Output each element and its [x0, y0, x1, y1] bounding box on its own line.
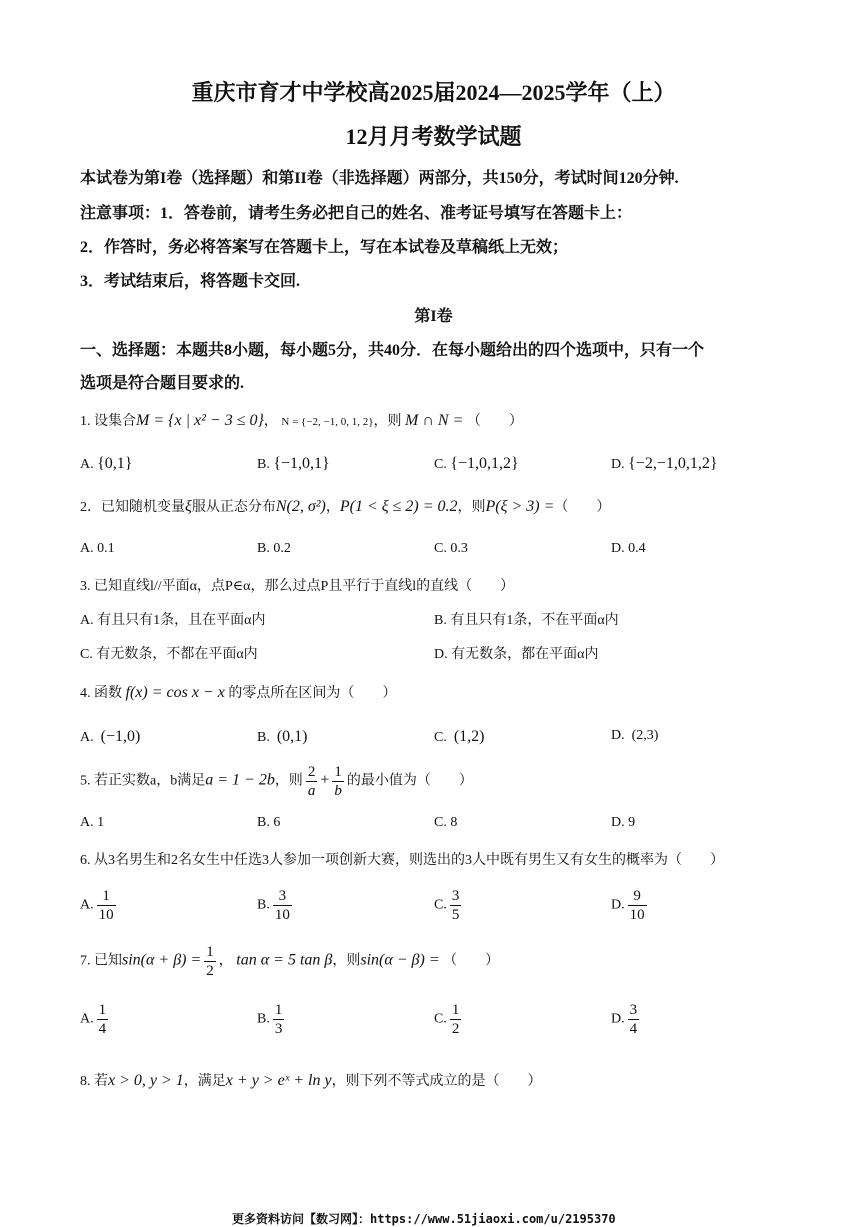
q5-option-c: C. 8	[434, 815, 458, 830]
q5-option-d: D. 9	[611, 815, 636, 830]
question-4: 4. 函数 f(x) = cos x − x 的零点所在区间为（ ）	[80, 684, 397, 701]
q1-paren: （ ）	[466, 414, 523, 429]
q2-option-c: C. 0.3	[434, 541, 468, 556]
section-heading-line-1: 一、选择题：本题共8小题，每小题5分，共40分．在每小题给出的四个选项中，只有一个	[80, 342, 705, 359]
q4-option-d: D. (2,3)	[611, 728, 659, 743]
q1-text-c: ，则	[373, 414, 402, 429]
q1-set-n: N = {−2, −1, 0, 1, 2}	[281, 416, 374, 428]
intro-line-2: 注意事项：1．答卷前，请考生务必把自己的姓名、准考证号填写在答题卡上：	[80, 205, 633, 222]
q5-option-a: A. 1	[80, 815, 105, 830]
q5-fraction-2: $\frac{1}{b}$	[334, 764, 342, 799]
question-2: 2．已知随机变量ξ服从正态分布N(2, σ²)，P(1 < ξ ≤ 2) = 0.2，则P(ξ > 3) =（ ）	[80, 498, 611, 515]
q1-text-b: ，	[263, 414, 278, 429]
q2-option-b: B. 0.2	[257, 541, 291, 556]
q4-option-c: C. (1,2)	[434, 728, 485, 745]
q3-option-c: C. 有无数条，不都在平面α内	[80, 647, 258, 662]
q5-option-b: B. 6	[257, 815, 281, 830]
q6-option-a: A. $\frac{1}{10}$	[80, 888, 114, 923]
q5-fraction-1: $\frac{2}{a}$	[307, 764, 316, 799]
q3-option-a: A. 有且只有1条，且在平面α内	[80, 613, 266, 628]
section-heading-line-2: 选项是符合题目要求的.	[80, 375, 245, 392]
q4-option-b: B. (0,1)	[257, 728, 308, 745]
q4-option-a: A. (−1,0)	[80, 728, 141, 745]
question-3: 3. 已知直线l//平面α，点P∈α，那么过点P且平行于直线l的直线（ ）	[80, 579, 515, 594]
q7-option-b: B. $\frac{1}{3}$	[257, 1002, 283, 1037]
q6-option-d: D. $\frac{9}{10}$	[611, 888, 645, 923]
q1-set-m: M = {x | x² − 3 ≤ 0}	[136, 412, 264, 429]
intro-line-1: 本试卷为第I卷（选择题）和第II卷（非选择题）两部分，共150分，考试时间120分钟.	[80, 170, 679, 187]
footer-link[interactable]: 更多资料访问【数习网】：https://www.51jiaoxi.com/u/2195370	[232, 1212, 616, 1226]
q1-option-d: D. {−2,−1,0,1,2}	[611, 455, 718, 472]
page-subtitle: 12月月考数学试题	[345, 124, 522, 149]
q6-option-c: C. $\frac{3}{5}$	[434, 888, 460, 923]
q2-option-a: A. 0.1	[80, 541, 115, 556]
q7-option-c: C. $\frac{1}{2}$	[434, 1002, 460, 1037]
q3-option-b: B. 有且只有1条，不在平面α内	[434, 613, 619, 628]
q1-text-a: 1. 设集合	[80, 414, 136, 429]
question-1	[80, 410, 523, 430]
volume-heading: 第I卷	[414, 308, 453, 325]
page-title: 重庆市育才中学校高2025届2024—2025学年（上）	[191, 80, 676, 105]
q1-option-c: C. {−1,0,1,2}	[434, 455, 519, 472]
question-6: 6. 从3名男生和2名女生中任选3人参加一项创新大赛，则选出的3人中既有男生又有女生的概率为（ ）	[80, 853, 724, 868]
intro-line-4: 3．考试结束后，将答题卡交回.	[80, 273, 301, 290]
q1-intersection: M ∩ N =	[405, 412, 464, 429]
question-8: 8. 若x > 0, y > 1，满足x + y > eˣ + ln y，则下列不等式成立的是（ ）	[80, 1072, 542, 1089]
q6-option-b: B. $\frac{3}{10}$	[257, 888, 290, 923]
q1-option-a: A. {0,1}	[80, 455, 133, 472]
q1-option-b: B. {−1,0,1}	[257, 455, 330, 472]
question-7: 7. 已知sin(α + β) = $\frac{1}{2}$ ， tan α = 5 tan β，则sin(α − β) = （ ）	[80, 944, 500, 979]
q3-option-d: D. 有无数条，都在平面α内	[434, 647, 599, 662]
q2-option-d: D. 0.4	[611, 541, 646, 556]
question-5: 5. 若正实数a，b满足a = 1 − 2b，则 $\frac{2}{a}$ + $\frac{1}{b}$ 的最小值为（ ）	[80, 764, 473, 799]
intro-line-3: 2．作答时，务必将答案写在答题卡上，写在本试卷及草稿纸上无效；	[80, 239, 569, 256]
q7-option-a: A. $\frac{1}{4}$	[80, 1002, 107, 1037]
q7-option-d: D. $\frac{3}{4}$	[611, 1002, 638, 1037]
